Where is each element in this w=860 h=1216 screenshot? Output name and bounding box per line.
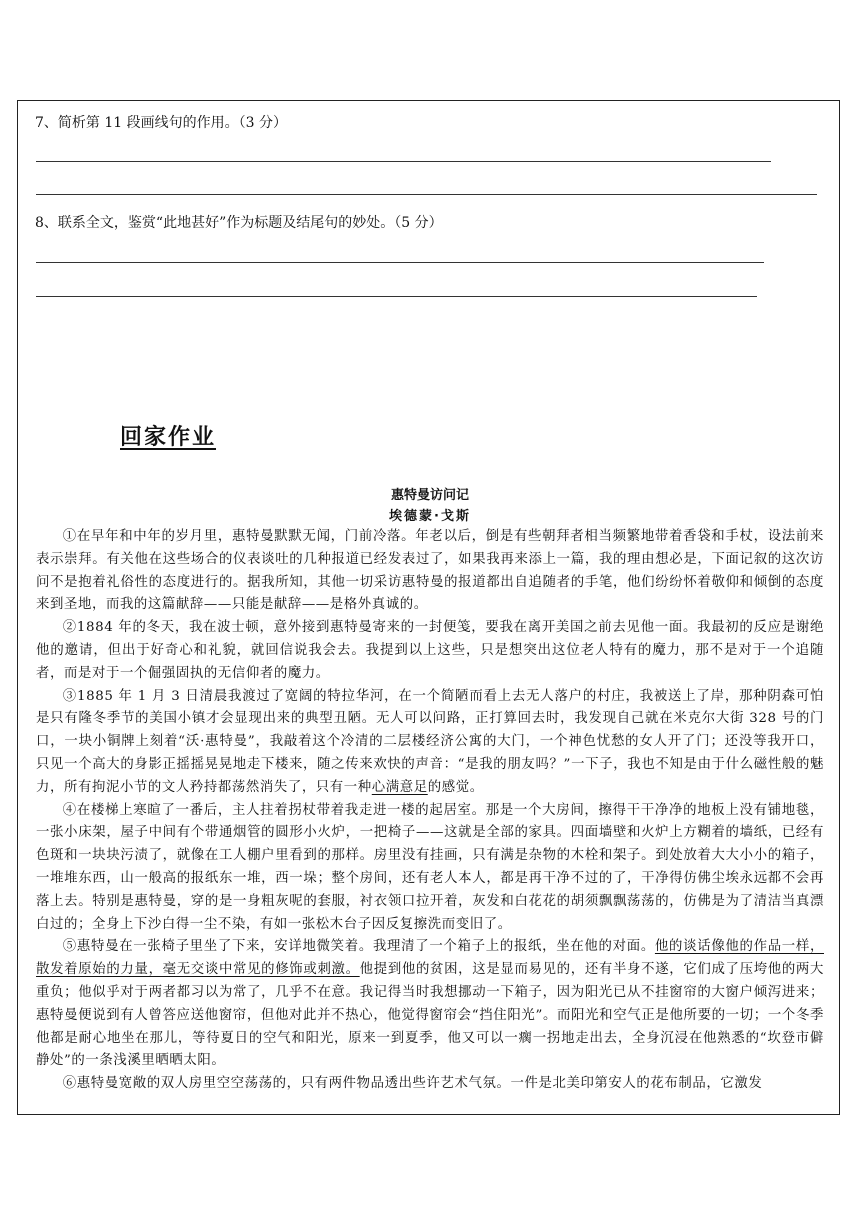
paragraph-3-text: ③1885 年 1 月 3 日清晨我渡过了宽阔的特拉华河，在一个简陋而看上去无人落户的村庄，我被送上了岸，那种阴森可怕是只有隆冬季节的美国小镇才会显现出来的典型丑陋。无人可以问路，正打算回去时，我发现自己就在米克尔大街 328 号的门口，一块小铜牌上刻着“沃·惠特曼”，我敲着这个冷清的二层楼经济公寓的大门，一个神色忧愁的女人开了门；还没等我开口，只见一个高大的身影正摇摇晃晃地走下楼来，随之传来欢快的声音：“是我的朋友吗？”一下子，我也不知是由于什么磁性般的魅力，所有拘泥小节的文人矜持都荡然消失了，只有一种 [36, 688, 824, 795]
answer-line[interactable] [36, 161, 771, 162]
paragraph-5-end: 他提到他的贫困，这是显而易见的，还有半身不遂，它们成了压垮他的两大重负；他似乎对于两者都习以为常了，几乎不在意。我记得当时我想挪动一下箱子，因为阳光已从不挂窗帘的大窗户倾泻进来；惠特曼便说到有人曾答应送他窗帘，但他对此并不热心，他觉得窗帘会“挡住阳光”。而阳光和空气正是他所要的一切；一个冬季他都是耐心地坐在那儿，等待夏日的空气和阳光，原来一到夏季，他又可以一瘸一拐地走出去，全身沉浸在他熟悉的“坎登市僻静处”的一条浅溪里晒晒太阳。 [36, 962, 824, 1069]
paragraph-4: ④在楼梯上寒暄了一番后，主人拄着拐杖带着我走进一楼的起居室。那是一个大房间，擦得干干净净的地板上没有铺地毯，一张小床架，屋子中间有个带通烟管的圆形小火炉，一把椅子——这就是全部的家具。四面墙壁和火炉上方糊着的墙纸，已经有色斑和一块块污渍了，就像在工人棚户里看到的那样。房里没有挂画，只有满是杂物的木栓和架子。到处放着大大小小的箱子，一堆堆东西，山一般高的报纸东一堆，西一垛；整个房间，还有老人本人，都是再干净不过的了，干净得仿佛尘埃永远都不会再落上去。特别是惠特曼，穿的是一身粗灰呢的套服，衬衣领口拉开着，灰发和白花花的胡须飘飘荡荡的，仿佛是为了清洁当真漂白过的；全身上下沙白得一尘不染，有如一张松木台子因反复擦洗而变旧了。 [36, 802, 824, 932]
answer-line[interactable] [36, 194, 817, 195]
paragraph-1: ①在早年和中年的岁月里，惠特曼默默无闻，门前冷落。年老以后，倒是有些朝拜者相当频繁地带着香袋和手杖，设法前来表示崇拜。有关他在这些场合的仪表谈吐的几种报道已经发表过了，如果我再来添上一篇，我的理由想必是，下面记叙的这次访问不是抱着礼俗性的态度进行的。据我所知，其他一切采访惠特曼的报道都出自追随者的手笔，他们纷纷怀着敬仰和倾倒的态度来到圣地，而我的这篇献辞——只能是献辞——是格外真诚的。 [36, 529, 824, 613]
paragraph-5-text: ⑤惠特曼在一张椅子里坐了下来，安详地微笑着。我理清了一个箱子上的报纸，坐在他的对面。 [62, 939, 655, 955]
paragraph-5 [36, 936, 824, 1073]
question-7: 7、简析第 11 段画线句的作用。（3 分） [35, 115, 287, 131]
article-body [36, 526, 824, 1096]
paragraph-2: ②1884 年的冬天，我在波士顿，意外接到惠特曼寄来的一封便笺，要我在离开美国之前去见他一面。我最初的反应是谢绝他的邀请，但出于好奇心和礼貌，就回信说我会去。我提到以上这些，只是想突出这位老人特有的魔力，那不是对于一个追随者，而是对于一个倔强固执的无信仰者的魔力。 [36, 620, 824, 681]
paragraph-3-end: 的感觉。 [427, 779, 484, 795]
article-author: 埃德蒙·戈斯 [389, 509, 471, 524]
answer-line[interactable] [36, 296, 757, 297]
article-title: 惠特曼访问记 [390, 488, 469, 503]
paragraph-3 [36, 686, 824, 800]
question-8: 8、联系全文，鉴赏“此地甚好”作为标题及结尾句的妙处。（5 分） [35, 215, 443, 231]
paragraph-6: ⑥惠特曼宽敞的双人房里空空荡荡的，只有两件物品透出些许艺术气氛。一件是北美印第安人的花布制品，它激发 [62, 1076, 763, 1092]
homework-title: 回家作业 [120, 425, 217, 450]
underlined-sentence: 他的谈话像他的作品一样，散发着原始的力量，毫无交谈中常见的修饰或刺激。 [36, 939, 824, 978]
answer-line[interactable] [36, 262, 764, 263]
underlined-phrase: 心满意足 [371, 779, 428, 795]
